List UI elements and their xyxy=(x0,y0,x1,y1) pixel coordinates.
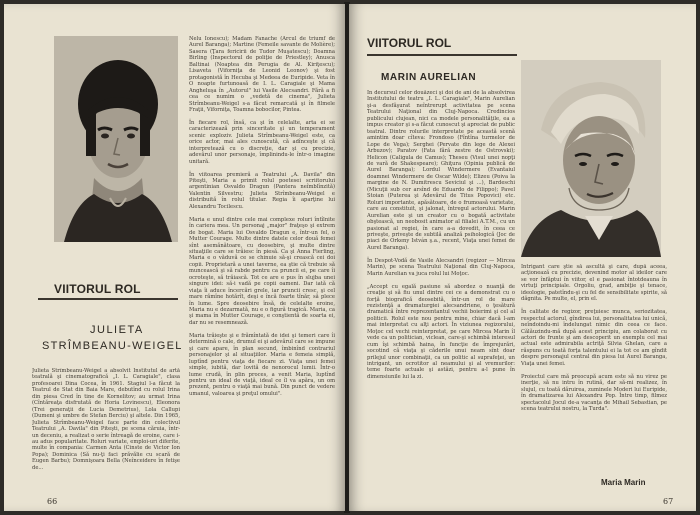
left-heading-rule xyxy=(38,298,178,300)
photo-caption: Maria Marin xyxy=(601,478,646,487)
right-heading-rule xyxy=(367,54,517,56)
right-page-number: 67 xyxy=(663,497,674,506)
actress-portrait-photo xyxy=(54,36,178,242)
actor-portrait-photo xyxy=(521,60,661,257)
left-page xyxy=(4,4,345,511)
actress-bio-column: Julieta Strîmbeanu-Weigel a absolvit Institutul de artă teatrală şi cinematografică „I. L. Caragiale", clasa profesoarei Dina Cocea, în 1961. Stagiul l-a făcut la Teatrul de Stat din Baia Mare, debutînd cu rolul Irina din piesa Cred în tine de Kornelitov; au urmat Irina (Cîntăreaţa disfrutată de Horia Lovinescu), Eleonora (Trei generaţii de Lucia Demetrius), Lola Callupi (Dumeni şi umbre de Stefan Berciu) şi altele. Din 1965, Julieta Strîmbeanu-Weigel face parte din colectivul Teatrului „A. Davila" din Piteşti, pe scena căruia, într-un deceniu, a realizat o serie întreagă de eroine, care i-au adus popularitate. Roluri variate, emploi-uri diferite, multe în compania: Carmen Anta (Cinste de Victor Ion Popa); Dominica (Să nu-ţi faci prăvălie cu scară de Eugen Barbu); Domnişoara Bella (Neînceidere în fetişe de... xyxy=(32,368,180,471)
actress-name-line2: STRÎMBEANU-WEIGEL xyxy=(42,340,183,352)
actress-continued-column: Nelu Ionescu); Madam Fanache (Arcul de triumf de Aurel Baranga); Martine (Femeile savante de Molière); Sasera (Ţara fericirii de Tudor Muşatescu); Doamna Birling (Inspectorul de poliţie de Priestley); Anusca Baltinai (Noaptea din Perugia de Al. Kiriţescu); Lisaveta (Viforniţa de Leonid Leonov) şi fost protagonistă în Hecuba şi Medeea de Euripide. Veta în O noapte furtunoasă de I. L. Caragiale şi Mama Angheluşa în „Autorul" lui Vasile Alecsandri. Fără a fi cea ce numim o „vedetă de cinema", Julieta Strîmbeanu-Weigel s-a făcut remarcată şi în filmele Fraţii, Viforniţa, Toamna bobocilor, Pintea. În fiecare rol, însă, ca şi în celelalte, arta ei se caracterizează prin sinceritate şi un temperament scenic exploziv. Julieta Strîmbeanu-Weigel este, ca orice actor, mai ales cunoscută, că adînceşte şi că interpretează cu o discreţie, dar şi cu precizie, adevărul unor personaje, împlinindu-le într-o imagine unitară. În viitoarea premieră a Teatrului „A. Davila" din Piteşti, Maria a primit rolul poetesei scriitorului argentinian Osvaldo Dragun (Pantera neîmblînzită) Valentin Silvestru; Julieta Strîmbeanu-Weigel e distribuită în rolul titular. Regia îi aparţine lui Alexandru Tocilescu. Maria e unul dintre cele mai complexe roluri întîlnite în cariera mea. Un personaj „major" fraţeşo şi extrem de bogat. Maria lui Osvaldo Dragun e, într-un fel, o Mutter Courage. Multe dintre datele celor două femei sînt asemănătoare, cu deosebire, şi multe dintre situaţiile care se trăiesc în piesă. Ca şi Anna Fierling, Maria e o văduvă ce se chinuie să-şi crească cei doi copii. Proprietară a unei taverne, ea ştie că trebuie să muncească şi să rabde pentru ca pruncii ei, pe care îi ocroteşte, să trăiască. Tot ce are e pus în slujba unei singure idei: să-i vadă pe copii oameni. Dar iată că viaţa îi aduce încercări grele, iar pruncii cresc, şi cel mare rămîne hotărît, deşi e încă foarte tînăr, să plece în lume. Spre deosebire însă, de celelalte eroine, Maria nu e dezarmată, nu e o figură tragică. Maria, ca şi mama în Mutter Courage, e conştientă de soarta ei, dar nu se resemnează. Maria trăieşte şi e frămîntată de idei şi temeri care îi determină o cale, drumul ei şi adevărul care se impune şi care apare, în plan secund, îmbinînd contrariul personajelor şi al situaţiilor. Maria e femeia simplă, luptînd pentru viaţa de fiecare zi. Viaţa unei femei simple, iubită, dar lovită de nenorocul lumii. Într-o lume crudă, în plin proces, a venit Maria, luptînd pentru un ideal de viaţă, ideal ce îl va apăra, un om prezent, pentru o viaţă mai bună. Din punct de vedere umanul, valoarea şi preţul omului". xyxy=(189,36,335,397)
right-section-heading: VIITORUL ROL xyxy=(367,36,452,50)
left-section-heading: VIITORUL ROL xyxy=(54,282,141,296)
left-page-number: 66 xyxy=(47,497,58,506)
actress-portrait-drawing xyxy=(54,36,178,242)
actor-name: MARIN AURELIAN xyxy=(381,72,477,83)
actor-continued-column: Intrigant care ştie să ascultă şi care, după aceea, acţionează cu precizie, devenind motor al ideilor care se vor înfăptui în viitor, el e pasionat întotdeauna în virtuţi principiale. Orgoliu, grad, ambiţie şi tenace, ideologie, patetîndu-şi cu fel de sensibilitate spirite, să dăgnita. Pe multe, el, prin el. În calitate de regizor, preţuiesc munca, seriozitatea, respectul actorul, gîndirea lui, personalitatea lui unică, neîndoindu-mi îndelungat nimic din ceea ce face. Călăuzindu-mă după acest principiu, am colaborat cu actori de frunte şi am descoperit un exemplu cel mai actual este admirabila actriţă Silvia Ghelan, care a răspuns cu toată forţa talentului ei la tot ce am gîndit despre personajul central din piesa lui Aurel Baranga, Viaţa unei femei. Proiectul care mă preocupă acum este să nu virez pe inerţie, să nu intru în rutină, dar să-mi realizez, în slujul, cu toată dăruirea, zuminele Moderi lui Euripide, în dramatizarea lui Alexandru Pop. Între timp, filmez spectacolul Jocul de-a vacanţa de Mihail Sebastian, pe scena teatrului nostru, la Turda". xyxy=(521,264,667,412)
actor-portrait-drawing xyxy=(521,60,661,257)
actress-name-line1: JULIETA xyxy=(90,324,144,336)
right-page xyxy=(349,4,696,511)
actor-bio-column: În decursul celor douăzeci şi doi de ani de la absolvirea Institutului de teatru „I. L. Caragiale", Marin Aurelian şi-a desfăşurat neîntrerupt activitatea pe scena Teatrului Naţional din Cluj-Napoca. Credincios publicului clujean, nici ca modele personalităţile, ea a impus creator şi s-a făcut cunoscut şi apreciat de public teatral. Dintre rolurile interpretate pe această scenă amintim doar cîteva: Frondoso (Fîntîna turmelor de Lope de Vega); Serghei (Pervate din lege de Alexei Arbuzov); Paratov (Fata fără zestre de Ostrovski); Helicon (Caligula de Camus); Theseu (Visul unei nopţi de vară de Shakespeare); Ghiţura (Opinia publică de Aurel Baranga); Lordul Windermere (Evantaiul doamnei Windermere de Oscar Wilde); Elizeu (Poiva la margine de N. Dumitrescu Seviciul şi ...), Bardeschi (Micuţii sub cer arsînd de Eduardo de Filippo); Pavel Stoian (Puterea şi Adevărul de Titus Popovici) etc. Roluri importante, apăsătoare, de o frumoasă varietate, care au constituit, şi jalonat, întregul actorului. Marin Aurelian este şi un creator cu o bogată activitate obştească, un neobosit animator al filialei A.T.M., cu un pasionat al regiei, în care a-a dovedit, în ceea ce priveşte, priveşte de subtilă analiză psihologică (Joc de piaci de Orkeny István ş.a., recent, Viaţa unei femei de Aurel Baranga). În Despot-Vodă de Vasile Alecsandri (regizor — Mircea Marin), pe scena Teatrului Naţional din Cluj-Napoca, Marin Aurelian va juca rolul lui Moţoc. „Accept cu egală pasiune să abordez o nuanţă de creaţie şi să fiu unul dintre cei ce a demonstrat cu o forţă biografică deosebită, într-un rol de mare rezistenţă a dramaturgiei alecsandriene, o ţesătură dramatică între reprezentantul vechii boierimi şi cel al politicii. Rolul este nou pentru mine, chiar dacă l-am mai interpretat cu alţi actori. În viziunea regizorului, Moţoc cel vechi reinterpretat, pe care Mircea Marin îl vede ca un politician, viclean, care-şi schimbă interesul cum îşi schimbă haina, în funcţie de împrejurări, socotind că viaţa şi căderile unui neam sînt doar prilejul unor combinaţii, ca un politic al suprafeţei, un intrigant, un ocrotitor al neamului şi al vremurilor: teme foarte actuale şi astăzi, pentru a-l pune în dimensiunile lui la zi. xyxy=(367,90,515,380)
